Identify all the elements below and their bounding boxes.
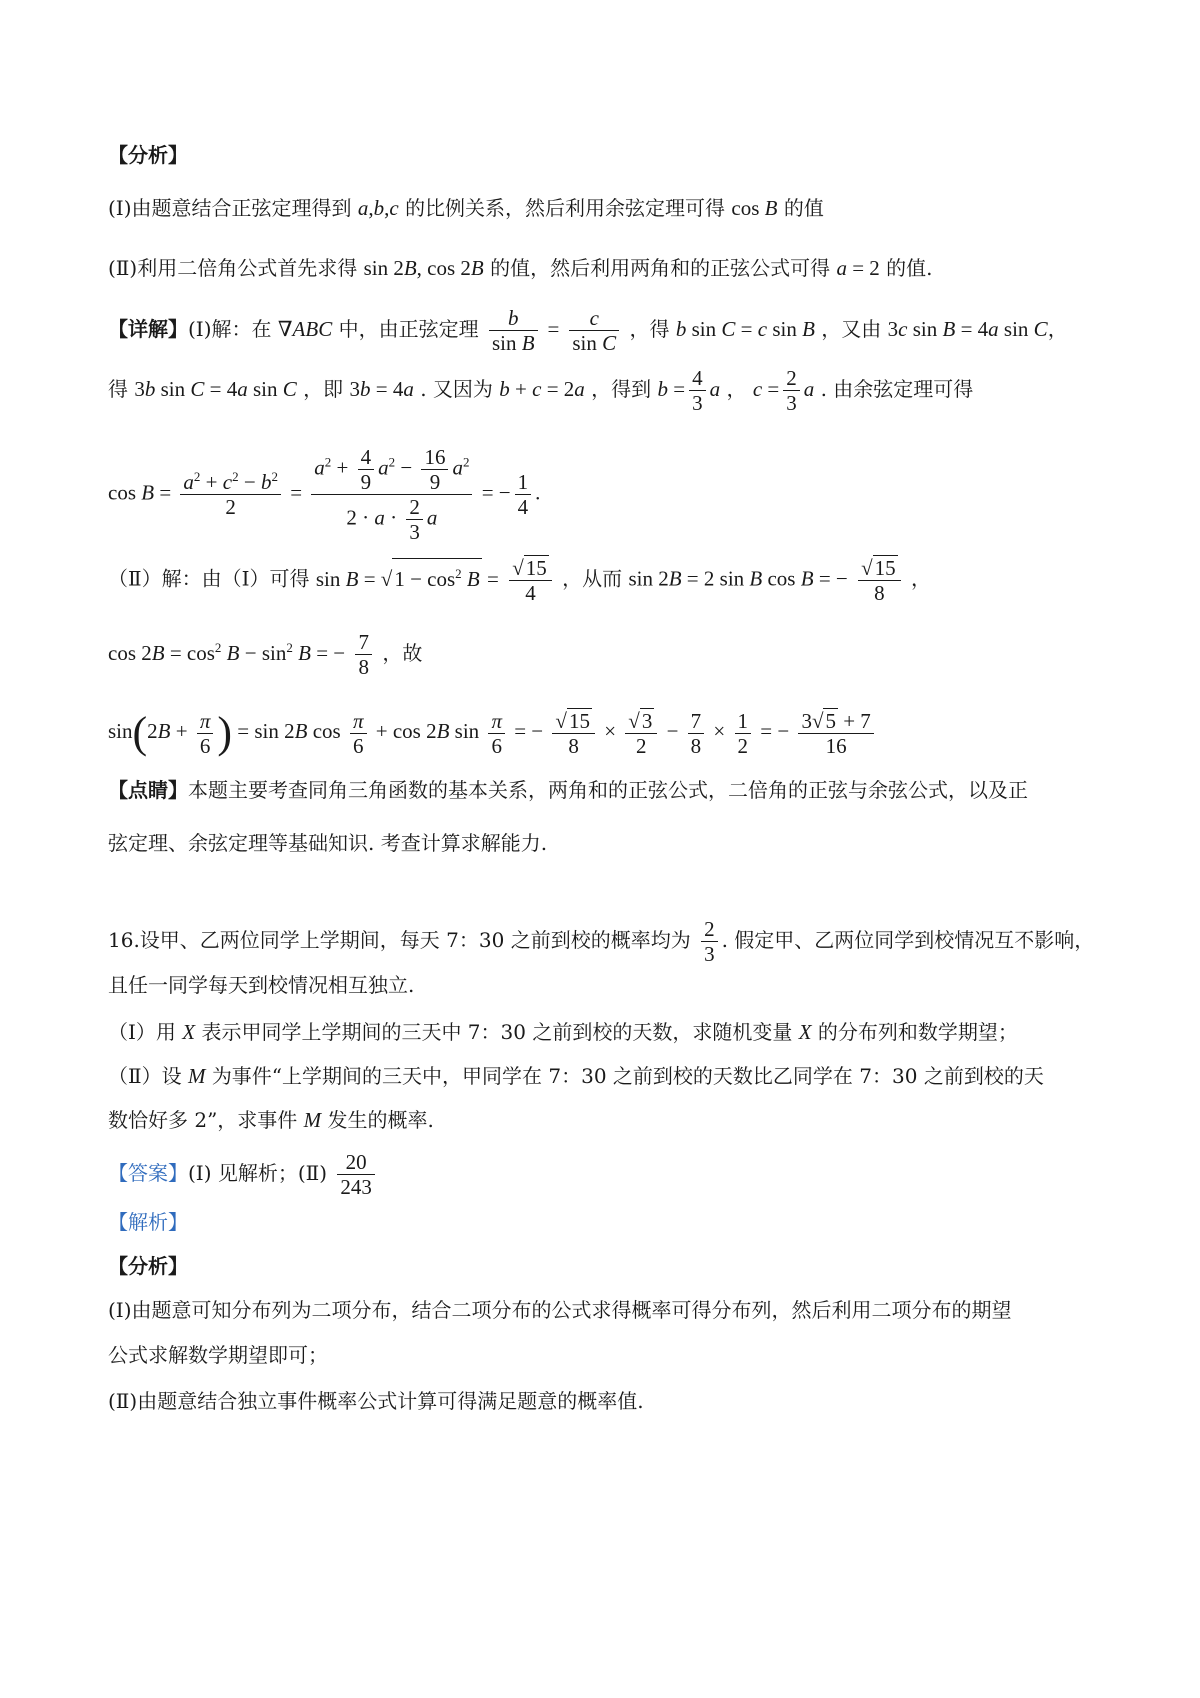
detail-text: ，即 (303, 377, 344, 402)
detail-text: ，得 (629, 317, 670, 342)
q16-answer (108, 1150, 379, 1199)
fraction-substituted: $a^2$ + $\frac{4}{9}$ $a^2$ − $\frac{16}{9}$ $a^2$ 2 · a · $\frac{2}{3}$ a (311, 445, 472, 545)
q16-stem-text: . 假定甲、乙两位同学到校情况互不影响， (721, 928, 1095, 953)
fraction-sqrt15-4: $\frac{√15}{4}$ (509, 555, 552, 605)
detail-text: 中，由正弦定理 (338, 317, 479, 342)
detail-text: . 由余弦定理可得 (820, 377, 974, 402)
math-3b-4a: 3b = 4a (349, 377, 414, 402)
detail-heading: 【详解】 (108, 317, 188, 342)
fraction-2-3: $\frac{2}{3}$ (783, 366, 800, 415)
part2-text: （Ⅱ）解：由（Ⅰ）可得 (108, 566, 310, 591)
answer-numerator: 20 (345, 1150, 367, 1174)
detail-text: ，又由 (821, 317, 882, 342)
part2-text: ，故 (382, 641, 423, 666)
math-X: X (182, 1020, 196, 1044)
q16-stem-text: 16.设甲、乙两位同学上学期间，每天 7：30 之前到校的概率均为 (108, 928, 691, 953)
analysis-line-2 (108, 253, 933, 283)
detail-text: (Ⅰ)解：在 (188, 317, 272, 342)
detail-line-1: 【详解】(Ⅰ)解：在 ∇ABC 中，由正弦定理 $\frac{b}{\text{sin B}}$ = $\frac{c}{\text{sin C}}$ ，得 b sin C = c sin B ，又由 3c sin B = 4a sin C， (108, 306, 1068, 356)
answer-denominator: 243 (337, 1174, 375, 1199)
math-3bsinC-4asinC: 3b sin C = 4a sin C (134, 377, 297, 402)
q16-part1-text: 的分布列和数学期望； (817, 1020, 1018, 1044)
detail-line-2: 得 3b sin C = 4a sin C ，即 3b = 4a . 又因为 b + c = 2a ，得到 b = $\frac{4}{3}$ a ， c = $\frac{2}{3}$ a . 由余弦定理可得 (108, 366, 974, 416)
q16-part2-line-2 (108, 1105, 434, 1135)
detail-text: . 又因为 (420, 377, 493, 402)
math-a-eq-2: a = 2 (836, 256, 880, 280)
analysis-line-1: (Ⅰ)由题意结合正弦定理得到 a,b,c 的比例关系，然后利用余弦定理可得 cos B 的值 (108, 196, 824, 220)
q16-part1-text: （Ⅰ）用 (108, 1020, 176, 1044)
math-bsinC-csinB: b sin C = c sin B (675, 317, 815, 342)
q16-part2-text: 数恰好多 2”，求事件 (108, 1108, 298, 1132)
math-abc: a (357, 196, 369, 220)
cosB-equation: cos B = $\frac{a^2 + c^2 - b^2}{2}$ = $a^2$ + $\frac{4}{9}$ $a^2$ − $\frac{16}{9}$ $a^2$ 2 · a · $\frac{2}{3}$ a = − $\frac{1}{4}$ . (108, 445, 541, 545)
analysis-text: (Ⅰ)由题意结合正弦定理得到 (108, 196, 352, 220)
fraction-7-8: $\frac{7}{8}$ (355, 630, 372, 679)
comment-heading: 【点睛】 (108, 778, 188, 802)
q16-part2-text: （Ⅱ）设 (108, 1064, 182, 1088)
q16-part2-line-1 (108, 1061, 1044, 1091)
part2-line-2 (108, 630, 422, 679)
fraction-b-over-sinB: $\frac{b}{\text{sin B}}$ (489, 306, 538, 355)
fraction-1-4: $\frac{1}{4}$ (515, 470, 532, 519)
q16-part1-text: 表示甲同学上学期间的三天中 7：30 之前到校的天数，求随机变量 (201, 1020, 793, 1044)
math-M: M (303, 1108, 322, 1132)
math-c-value: c = (752, 377, 780, 402)
q16-analysis-text: (Ⅰ)由题意可知分布列为二项分布，结合二项分布的公式求得概率可得分布列，然后利用二项分布的期望 (108, 1298, 1012, 1322)
analysis-text: 的值 (783, 196, 824, 220)
detail-text: ，得到 (591, 377, 652, 402)
analysis-text: 的比例关系，然后利用余弦定理可得 (405, 196, 726, 220)
math-b-value: b = (657, 377, 686, 402)
comment-text: 弦定理、余弦定理等基础知识. 考查计算求解能力. (108, 831, 548, 855)
answer-text: (Ⅰ) 见解析；(Ⅱ) (188, 1161, 328, 1186)
math-M: M (187, 1064, 206, 1088)
detail-text: 得 (108, 377, 128, 402)
math-sin2B-cos2B: sin 2B, cos 2B (363, 256, 484, 280)
math-3csinB-4asinC: 3c sin B = 4a sin C (887, 317, 1048, 342)
fraction-sqrt15-8: $\frac{√15}{8}$ (858, 555, 901, 605)
math-sinB: $\sin B = √1 - \cos^2 B$ = (316, 567, 499, 591)
q16-part2-text: 为事件“上学期间的三天中，甲同学在 7：30 之前到校的天数比乙同学在 7：30 之前到校的天 (211, 1064, 1044, 1088)
part2-line-1 (108, 555, 931, 605)
analysis-heading: 【分析】 (108, 143, 188, 167)
final-sin-equation: sin(2B + $\frac{\pi}{6}$ ) = sin 2B cos $\frac{\pi}{6}$ + cos 2B sin $\frac{\pi}{6}$ = − $\frac{√15}{8}$ × $\frac{√3}{2}$ − $\frac{7}{8}$ × $\frac{1}{2}$ = − $\frac{3√5 + 7}{16}$ (108, 708, 878, 758)
q16-analysis-text: (Ⅱ)由题意结合独立事件概率公式计算可得满足题意的概率值. (108, 1389, 644, 1413)
part2-text: ，从而 (562, 566, 623, 591)
comment-text: 本题主要考查同角三角函数的基本关系，两角和的正弦公式，二倍角的正弦与余弦公式，以及正 (188, 778, 1028, 802)
fraction-law-of-cosines: $\frac{a^2 + c^2 - b^2}{2}$ (180, 470, 281, 519)
math-cosB: cos B (731, 196, 778, 220)
q16-stem-text: 且任一同学每天到校情况相互独立. (108, 973, 415, 997)
math-cos2B: $\cos 2B = \cos^2 B - \sin^2 B$ = − (108, 640, 346, 666)
jiexi-heading: 【解析】 (108, 1210, 188, 1234)
analysis-text: 的值. (886, 256, 933, 280)
fraction-final-result: $\frac{3√5 + 7}{16}$ (798, 708, 873, 758)
analysis-text: 的值，然后利用两角和的正弦公式可得 (490, 256, 831, 280)
detail-text: ， (726, 377, 747, 402)
q16-part1 (108, 1017, 1018, 1047)
q16-part2-text: 发生的概率. (327, 1108, 434, 1132)
fraction-4-3: $\frac{4}{3}$ (689, 366, 706, 415)
answer-heading: 【答案】 (108, 1161, 188, 1186)
fraction-2-3: $\frac{2}{3}$ (701, 917, 718, 966)
q16-analysis-text: 公式求解数学期望即可； (108, 1343, 328, 1367)
fraction-c-over-sinC: $\frac{c}{\text{sin C}}$ (569, 306, 619, 355)
math-triangle-abc: ∇ABC (277, 317, 333, 342)
fraction-answer (337, 1150, 375, 1199)
comment-line-1 (108, 775, 1028, 805)
q16-stem-line-1 (108, 917, 1094, 966)
math-sin2B: sin 2B = 2 sin B cos B = − (628, 566, 848, 591)
analysis-heading: 【分析】 (108, 1254, 188, 1278)
math-b-plus-c: b + c = 2a (499, 377, 585, 402)
math-X: X (798, 1020, 812, 1044)
analysis-text: (Ⅱ)利用二倍角公式首先求得 (108, 256, 358, 280)
part2-text: ， (911, 566, 931, 591)
